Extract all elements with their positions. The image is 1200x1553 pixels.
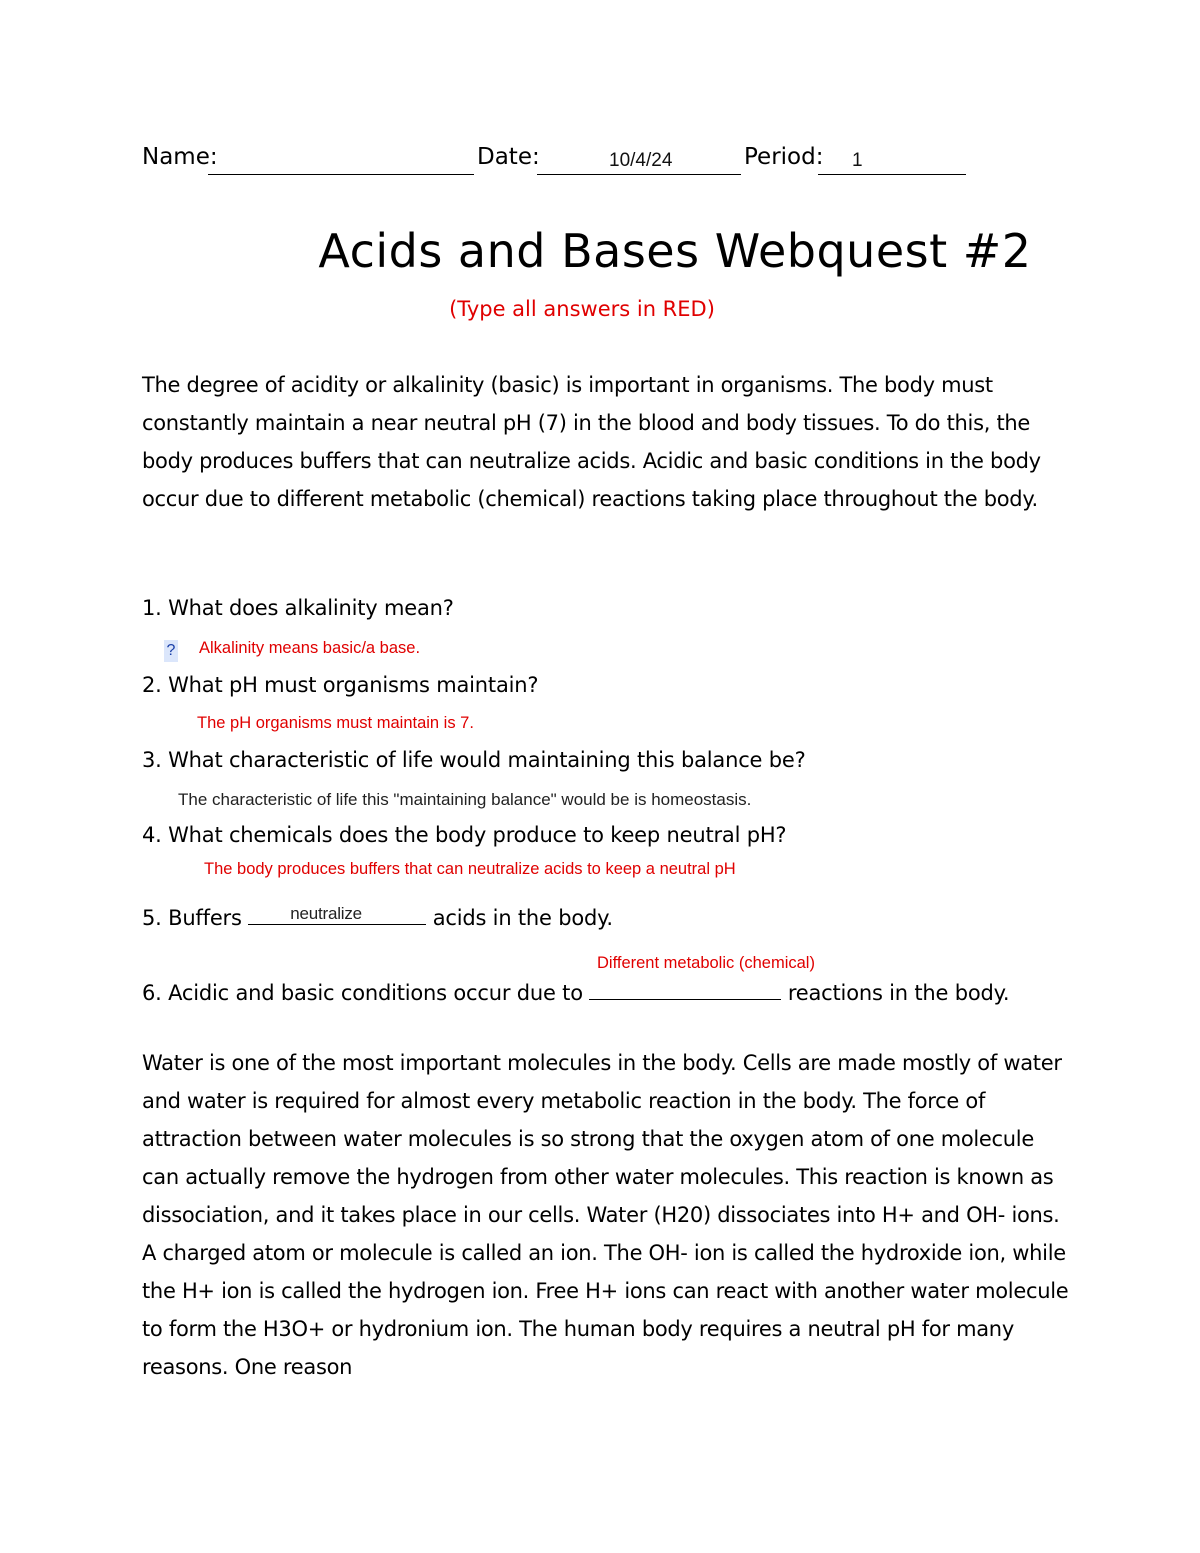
question-5 (142, 900, 613, 930)
answer-2[interactable]: The pH organisms must maintain is 7. (197, 714, 474, 732)
question-4: 4. What chemicals does the body produce to keep neutral pH? (142, 823, 787, 847)
name-field[interactable] (208, 144, 474, 175)
answer-4[interactable]: The body produces buffers that can neutralize acids to keep a neutral pH (204, 860, 736, 878)
answer-6[interactable]: Different metabolic (chemical) (597, 954, 815, 972)
page-title: Acids and Bases Webquest #2 (318, 224, 1032, 278)
question-6 (142, 975, 1009, 1005)
question-2: 2. What pH must organisms maintain? (142, 673, 539, 697)
question-5-prefix: 5. Buffers (142, 906, 242, 930)
question-3: 3. What characteristic of life would maintaining this balance be? (142, 748, 806, 772)
answer-1[interactable]: Alkalinity means basic/a base. (199, 639, 421, 657)
water-paragraph: Water is one of the most important molecules in the body. Cells are made mostly of water and water is required for almost every metabolic reaction in the body. The force of attraction between water molecules is so strong that the oxygen atom of one molecule can actually remove the hydrogen from other water molecules. This reaction is known as dissociation, and it takes place in our cells. Water (H20) dissociates into H+ and OH- ions. A charged atom or molecule is called an ion. The OH- ion is called the hydroxide ion, while the H+ ion is called the hydrogen ion. Free H+ ions can react with another water molecule to form the H3O+ or hydronium ion. The human body requires a neutral pH for many reasons. One reason (142, 1051, 1069, 1379)
period-field[interactable] (818, 144, 966, 175)
intro-paragraph: The degree of acidity or alkalinity (basic) is important in organisms. The body must constantly maintain a near neutral pH (7) in the blood and body tissues. To do this, the body produces buffers that can neutralize acids. Acidic and basic conditions in the body occur due to different metabolic (chemical) reactions taking place throughout the body. (142, 373, 1041, 511)
question-5-suffix: acids in the body. (432, 906, 613, 930)
question-6-suffix: reactions in the body. (787, 981, 1010, 1005)
answer-5[interactable]: neutralize (290, 904, 362, 923)
name-label: Name: (142, 144, 218, 170)
instructions-subtitle: (Type all answers in RED) (449, 297, 715, 321)
answer-5-blank[interactable] (248, 900, 426, 925)
period-label: Period: (744, 144, 824, 170)
period-value: 1 (852, 150, 863, 171)
question-6-prefix: 6. Acidic and basic conditions occur due to (142, 981, 583, 1005)
answer-6-blank[interactable] (589, 975, 781, 1000)
date-label: Date: (477, 144, 540, 170)
date-value: 10/4/24 (609, 150, 673, 171)
comment-marker[interactable]: ? (164, 640, 178, 662)
answer-3[interactable]: The characteristic of life this "maintaining balance" would be is homeostasis. (178, 790, 752, 809)
question-1: 1. What does alkalinity mean? (142, 596, 454, 620)
